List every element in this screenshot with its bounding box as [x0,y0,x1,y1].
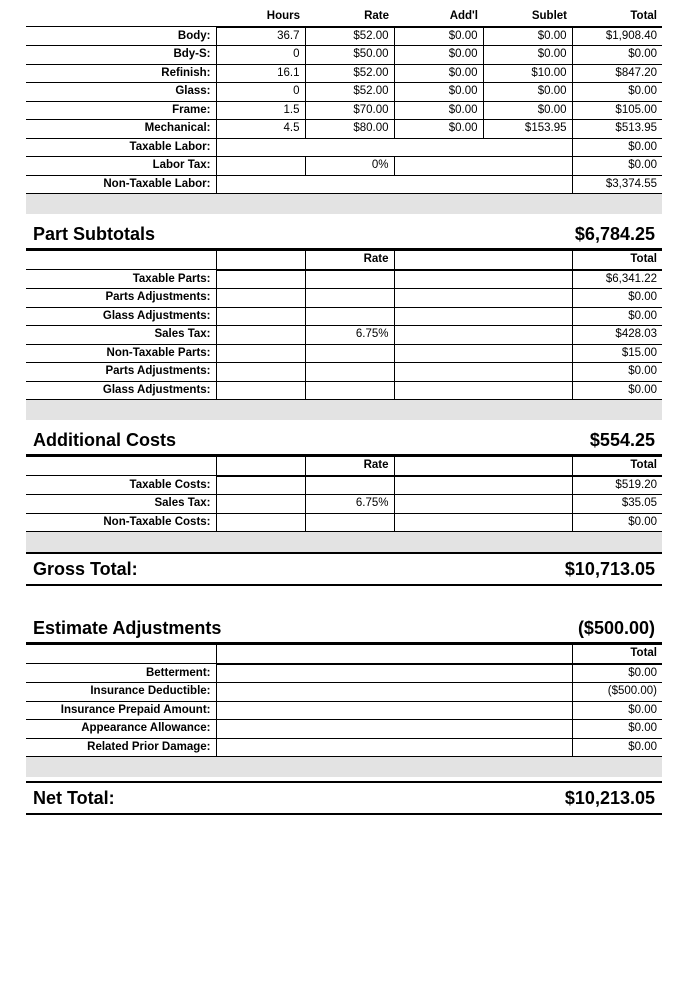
row-hours: 4.5 [216,120,305,139]
parts-row [26,307,662,326]
row-sublet: $0.00 [483,83,572,102]
additional-row [26,495,662,514]
sublet-header: Sublet [483,8,572,27]
adjustment-row [26,720,662,739]
section-amount: ($500.00) [577,618,655,638]
additional-row [26,513,662,532]
row-label: Taxable Labor: [26,138,216,157]
row-total: $3,374.55 [572,175,662,194]
row-total: $0.00 [572,83,662,102]
section-title: Part Subtotals [33,224,156,244]
row-label: Glass: [26,83,216,102]
row-label: Refinish: [26,64,216,83]
parts-row [26,289,662,308]
row-label: Appearance Allowance: [26,720,216,739]
parts-row [26,381,662,400]
row-label: Insurance Deductible: [26,683,216,702]
row-total: $0.00 [572,664,662,683]
row-total: $0.00 [572,157,662,176]
rate-header: Rate [305,456,394,476]
hours-header: Hours [216,8,305,27]
labor-table [26,8,662,194]
row-total: $1,908.40 [572,27,662,46]
row-total: $0.00 [572,513,662,532]
row-rate [305,270,394,289]
row-addl: $0.00 [394,83,483,102]
row-hours: 0 [216,83,305,102]
row-label: Glass Adjustments: [26,307,216,326]
row-label: Non-Taxable Costs: [26,513,216,532]
row-label: Mechanical: [26,120,216,139]
labor-row [26,64,662,83]
row-addl: $0.00 [394,64,483,83]
row-total: $428.03 [572,326,662,345]
row-rate: 0% [305,157,394,176]
row-sublet: $0.00 [483,46,572,65]
row-total: $35.05 [572,495,662,514]
row-total: $0.00 [572,307,662,326]
row-rate [305,381,394,400]
row-rate: $52.00 [305,27,394,46]
row-label: Non-Taxable Parts: [26,344,216,363]
net-total-amount: $10,213.05 [564,787,655,808]
row-rate: $80.00 [305,120,394,139]
row-sublet: $10.00 [483,64,572,83]
section-title: Additional Costs [33,430,176,450]
total-header: Total [572,250,662,270]
row-total: $0.00 [572,289,662,308]
taxable-labor-row [26,138,662,157]
row-addl: $0.00 [394,27,483,46]
labor-row [26,46,662,65]
additional-costs-table [26,454,662,532]
estimate-adjustments-heading [26,608,662,642]
labor-tax-row [26,157,662,176]
section-spacer [26,532,662,552]
row-rate: 6.75% [305,495,394,514]
row-rate [305,344,394,363]
net-total-label: Net Total: [33,787,115,808]
gross-total-amount: $10,713.05 [564,558,655,579]
row-sublet: $153.95 [483,120,572,139]
parts-row [26,270,662,289]
additional-row [26,476,662,495]
row-label: Taxable Costs: [26,476,216,495]
row-total: ($500.00) [572,683,662,702]
row-rate: $50.00 [305,46,394,65]
row-label: Frame: [26,101,216,120]
row-sublet: $0.00 [483,27,572,46]
estimate-totals [26,8,662,815]
row-total: $0.00 [572,701,662,720]
non-taxable-labor-row [26,175,662,194]
adjustments-table [26,642,662,757]
labor-header-row [26,8,662,27]
row-total: $105.00 [572,101,662,120]
rate-header: Rate [305,250,394,270]
row-rate: 6.75% [305,326,394,345]
labor-row [26,101,662,120]
row-label: Related Prior Damage: [26,738,216,757]
part-subtotals-heading [26,214,662,248]
total-header: Total [572,456,662,476]
row-rate [305,289,394,308]
row-rate: $52.00 [305,83,394,102]
row-hours: 16.1 [216,64,305,83]
row-rate [305,513,394,532]
row-label: Taxable Parts: [26,270,216,289]
row-label: Body: [26,27,216,46]
parts-row [26,344,662,363]
row-total: $0.00 [572,738,662,757]
row-label: Betterment: [26,664,216,683]
row-hours: 1.5 [216,101,305,120]
section-spacer [26,400,662,420]
additional-costs-heading [26,420,662,454]
row-rate [305,307,394,326]
row-total: $0.00 [572,138,662,157]
row-label: Bdy-S: [26,46,216,65]
row-hours: 0 [216,46,305,65]
row-label: Glass Adjustments: [26,381,216,400]
adjustment-row [26,738,662,757]
row-total: $6,341.22 [572,270,662,289]
section-title: Estimate Adjustments [33,618,222,638]
parts-table [26,248,662,400]
row-total: $519.20 [572,476,662,495]
adjustment-row [26,701,662,720]
adjustment-row [26,683,662,702]
row-rate [305,476,394,495]
row-total: $0.00 [572,720,662,739]
labor-row [26,120,662,139]
row-total: $0.00 [572,363,662,382]
section-amount: $6,784.25 [574,224,655,244]
row-total: $0.00 [572,381,662,400]
section-spacer [26,757,662,777]
row-addl: $0.00 [394,46,483,65]
section-amount: $554.25 [589,430,655,450]
row-total: $0.00 [572,46,662,65]
row-addl: $0.00 [394,101,483,120]
row-sublet: $0.00 [483,101,572,120]
row-label: Labor Tax: [26,157,216,176]
row-label: Parts Adjustments: [26,363,216,382]
row-total: $847.20 [572,64,662,83]
total-header: Total [572,644,662,664]
row-label: Non-Taxable Labor: [26,175,216,194]
addl-header: Add'l [394,8,483,27]
total-header: Total [572,8,662,27]
parts-row [26,326,662,345]
rate-header: Rate [305,8,394,27]
gross-total-line [26,552,662,586]
adjustment-row [26,664,662,683]
row-rate: $70.00 [305,101,394,120]
row-label: Parts Adjustments: [26,289,216,308]
row-label: Sales Tax: [26,326,216,345]
section-spacer [26,194,662,214]
net-total-line [26,781,662,815]
gross-total-label: Gross Total: [33,558,138,579]
row-rate [305,363,394,382]
parts-row [26,363,662,382]
labor-row [26,83,662,102]
row-total: $15.00 [572,344,662,363]
row-hours: 36.7 [216,27,305,46]
row-addl: $0.00 [394,120,483,139]
labor-row [26,27,662,46]
row-rate: $52.00 [305,64,394,83]
row-total: $513.95 [572,120,662,139]
row-label: Sales Tax: [26,495,216,514]
row-label: Insurance Prepaid Amount: [26,701,216,720]
